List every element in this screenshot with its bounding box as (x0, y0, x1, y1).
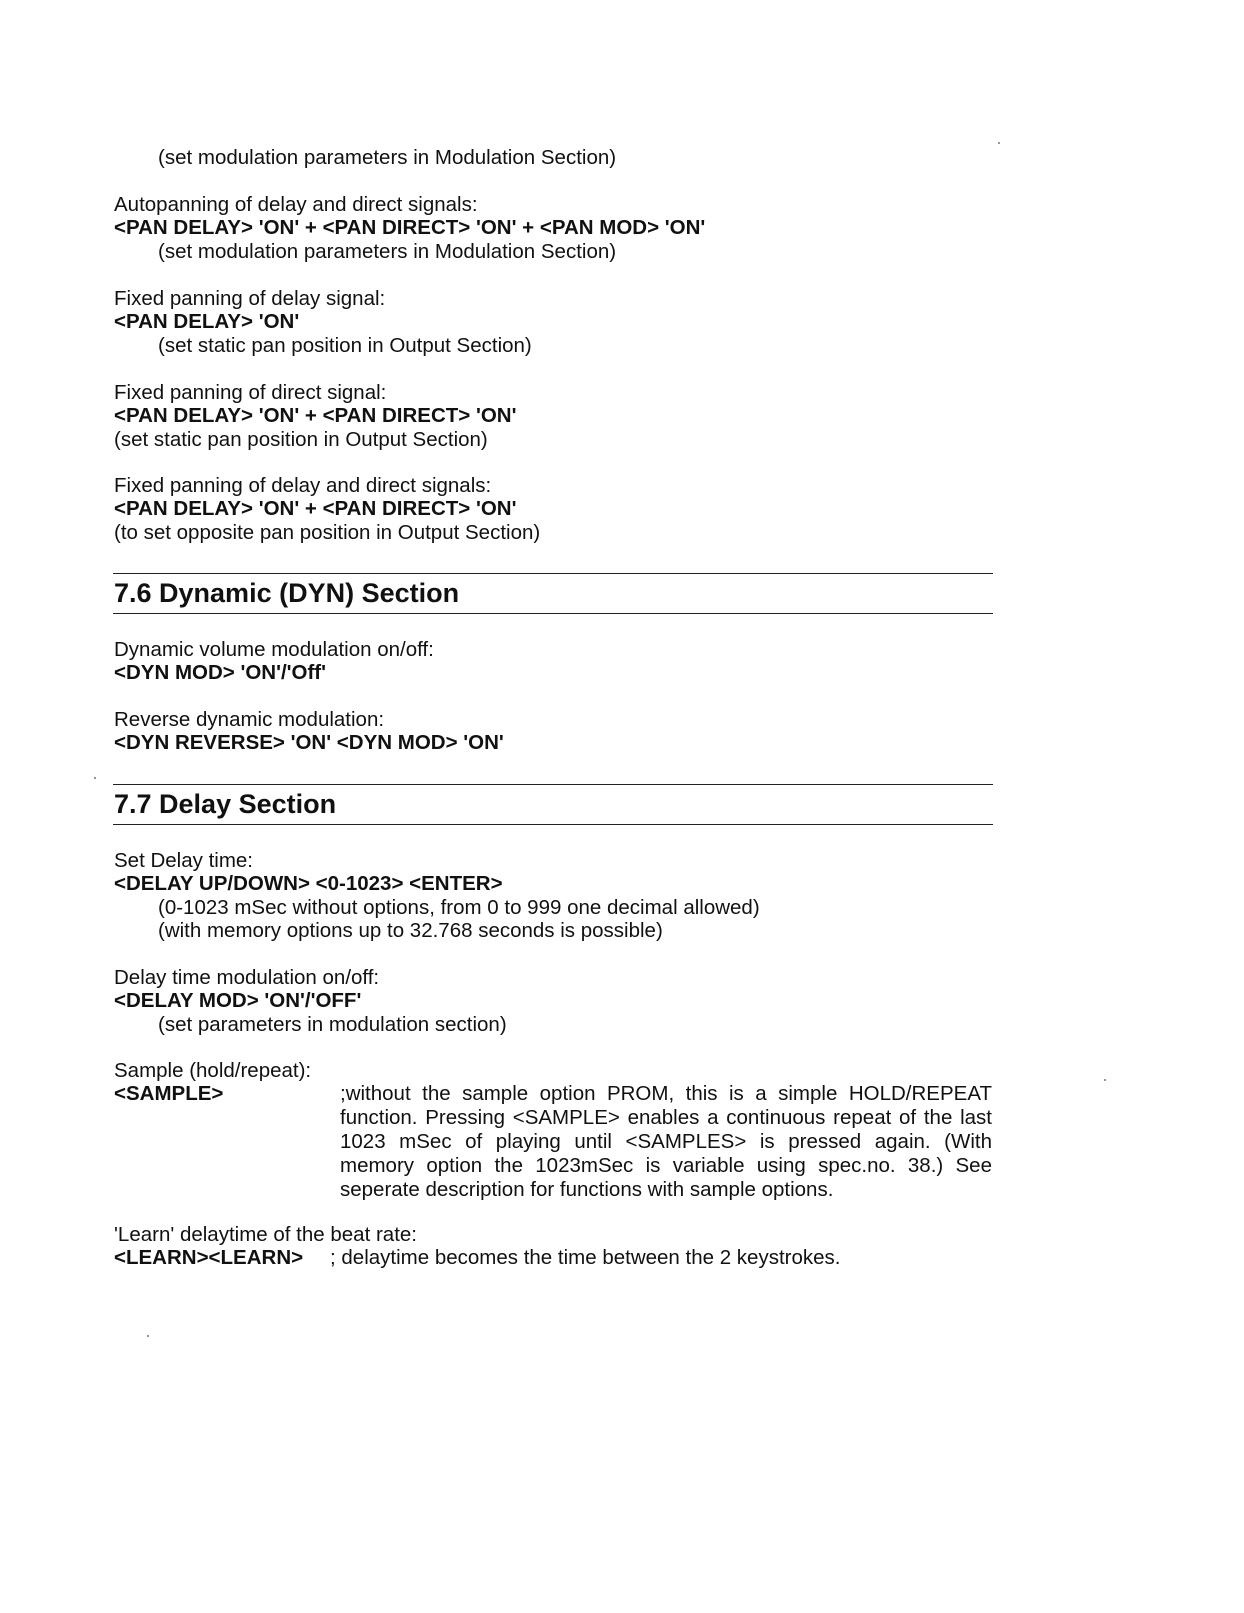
command-token: <PAN DIRECT> (322, 404, 471, 427)
text-line: Dynamic volume modulation on/off: (114, 638, 434, 661)
command-line (114, 404, 516, 428)
section-rule-bottom (113, 613, 993, 614)
command-line (114, 989, 361, 1013)
text-line: Sample (hold/repeat): (114, 1059, 312, 1082)
command-line (114, 661, 326, 685)
scan-speck (94, 777, 96, 779)
text-line: (set static pan position in Output Section) (158, 334, 532, 357)
text-line: Reverse dynamic modulation: (114, 708, 385, 731)
text-line: Fixed panning of delay and direct signals: (114, 474, 492, 497)
command-token: 'ON' (284, 731, 337, 754)
command-token: 'ON' (470, 497, 517, 520)
command-token: 'ON' + (253, 497, 323, 520)
command-token: <DELAY UP/DOWN> (114, 872, 310, 895)
command-token: <PAN DIRECT> (322, 497, 471, 520)
command-token: <DYN MOD> (336, 731, 458, 754)
command-token: 'ON' (659, 216, 706, 239)
command-token: 'ON' + (470, 216, 540, 239)
text-line: Fixed panning of direct signal: (114, 381, 387, 404)
command-token: 'ON' + (253, 404, 323, 427)
command-token: <PAN DIRECT> (322, 216, 471, 239)
text-line: (set static pan position in Output Section) (114, 428, 488, 451)
text-line: (0-1023 mSec without options, from 0 to 999 one decimal allowed) (158, 896, 760, 919)
command-token: 'ON' + (253, 216, 323, 239)
text-line: (set modulation parameters in Modulation Section) (158, 146, 617, 169)
text-line: Fixed panning of delay signal: (114, 287, 386, 310)
command-token: <PAN DELAY> (114, 216, 253, 239)
command-line (114, 310, 299, 334)
command-line (114, 497, 516, 521)
command-token: 'ON' (470, 404, 517, 427)
command-token: <DELAY MOD> (114, 989, 259, 1012)
section-heading-dyn: 7.6 Dynamic (DYN) Section (114, 578, 460, 608)
command-token: <SAMPLE> (114, 1082, 224, 1105)
section-rule-top (113, 784, 993, 785)
command-token: <DYN REVERSE> (114, 731, 285, 754)
command-token: <PAN DELAY> (114, 404, 253, 427)
section-heading-delay: 7.7 Delay Section (114, 789, 337, 819)
text-line: (set parameters in modulation section) (158, 1013, 507, 1036)
command-token: 'ON' (457, 731, 504, 754)
section-rule-bottom (113, 824, 993, 825)
sample-description: ;without the sample option PROM, this is a simple HOLD/REPEAT function. Pressing <SAMPLE> enables a continuous repeat of the last 1023 mSec of playing until <SAMPLES> is pressed again. (With memory option the 1023mSec is variable using spec.no. 38.) See seperate description for functions with sample options. (340, 1082, 992, 1201)
text-line: (set modulation parameters in Modulation Section) (158, 240, 617, 263)
text-line: (with memory options up to 32.768 seconds is possible) (158, 919, 663, 942)
command-token: <DYN MOD> (114, 661, 235, 684)
command-token: <PAN MOD> (539, 216, 660, 239)
scan-speck (1104, 1079, 1106, 1081)
command-line (114, 731, 504, 755)
command-token: 'ON'/'Off' (234, 661, 326, 684)
command-line (114, 216, 705, 240)
section-rule-top (113, 573, 993, 574)
text-line: Autopanning of delay and direct signals: (114, 193, 478, 216)
text-line: Delay time modulation on/off: (114, 966, 380, 989)
command-token: <PAN DELAY> (114, 310, 253, 333)
command-token: 'ON' (253, 310, 300, 333)
command-token: <LEARN><LEARN> (114, 1246, 304, 1269)
command-line (114, 872, 503, 896)
scan-speck (998, 142, 1000, 144)
command-token: <ENTER> (409, 872, 503, 895)
command-token: <PAN DELAY> (114, 497, 253, 520)
command-token: <0-1023> (315, 872, 404, 895)
text-line: (to set opposite pan position in Output Section) (114, 521, 541, 544)
command-token: 'ON'/'OFF' (258, 989, 362, 1012)
text-line: Set Delay time: (114, 849, 253, 872)
scan-speck (147, 1335, 149, 1337)
text-line: 'Learn' delaytime of the beat rate: (114, 1223, 417, 1246)
text-line: ; delaytime becomes the time between the 2 keystrokes. (330, 1246, 841, 1269)
